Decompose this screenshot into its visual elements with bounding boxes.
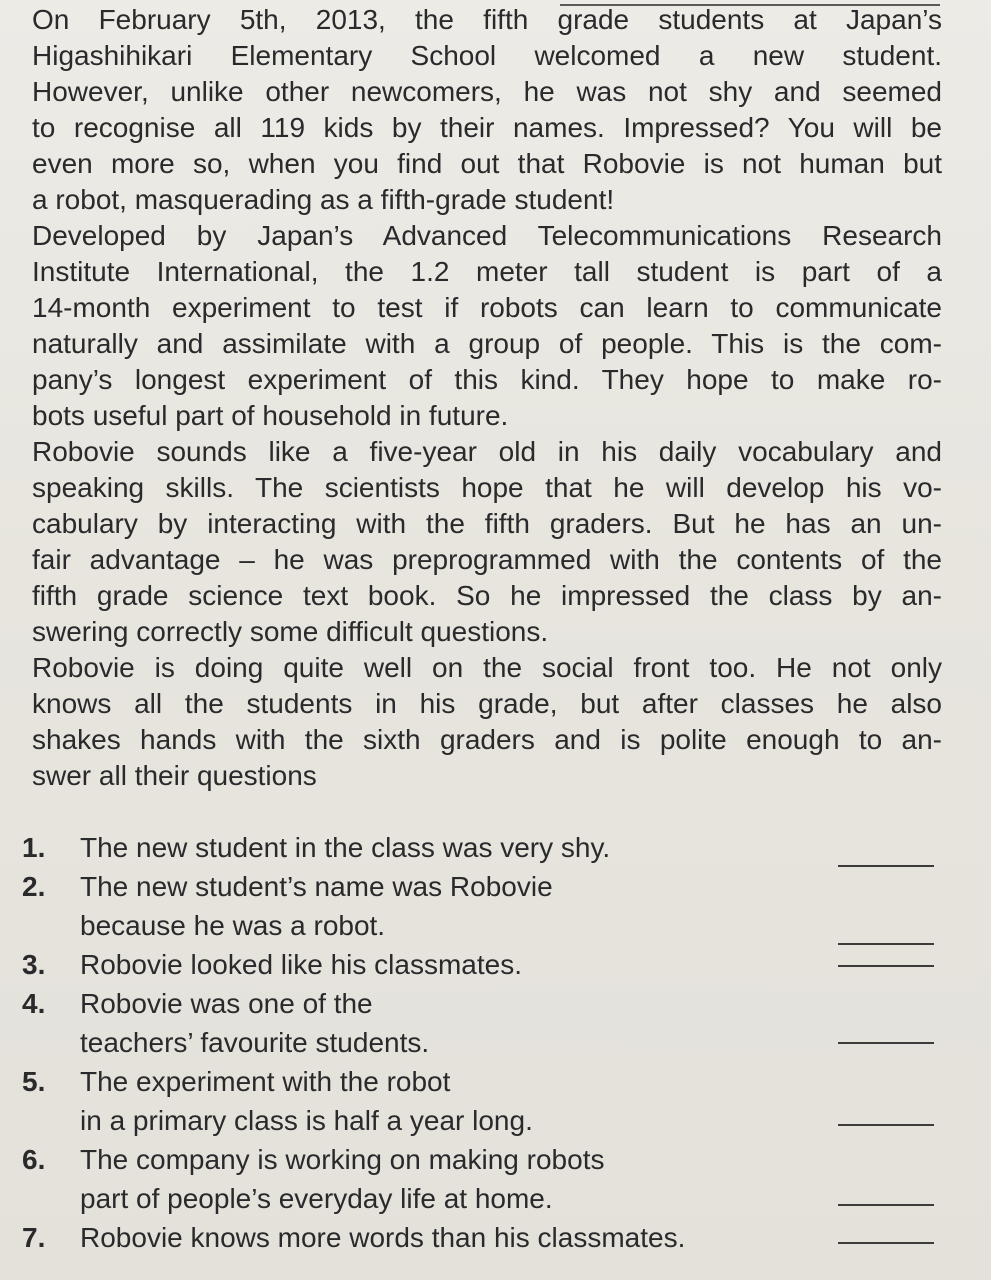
true-false-questions bbox=[22, 828, 942, 1257]
passage-line: 14-month experiment to test if robots can learn to communicate bbox=[32, 292, 942, 323]
question-number: 3. bbox=[22, 949, 46, 980]
question-text bbox=[80, 1140, 604, 1218]
passage-line: fifth grade science text book. So he impressed the class by an- bbox=[32, 580, 942, 611]
question-text bbox=[80, 984, 429, 1062]
passage-line: fair advantage – he was preprogrammed with the contents of the bbox=[32, 544, 942, 575]
question-number: 5. bbox=[22, 1066, 46, 1097]
passage-line: knows all the students in his grade, but after classes he also bbox=[32, 688, 942, 719]
passage-line: Institute International, the 1.2 meter tall student is part of a bbox=[32, 256, 942, 287]
question-text bbox=[80, 1218, 685, 1257]
question-number: 6. bbox=[22, 1144, 46, 1175]
answer-blank[interactable] bbox=[838, 1124, 934, 1126]
question-line: The new student in the class was very shy. bbox=[80, 832, 611, 863]
reading-passage bbox=[32, 2, 942, 794]
question-number: 7. bbox=[22, 1222, 46, 1253]
passage-line: even more so, when you find out that Robovie is not human but bbox=[32, 148, 942, 179]
question-text bbox=[80, 828, 610, 867]
passage-line: On February 5th, 2013, the fifth grade students at Japan’s bbox=[32, 4, 942, 35]
question-line: The experiment with the robot bbox=[80, 1066, 451, 1097]
passage-line: to recognise all 119 kids by their names. Impressed? You will be bbox=[32, 112, 942, 143]
question-item bbox=[22, 984, 942, 1062]
question-line: because he was a robot. bbox=[80, 910, 386, 941]
question-number: 4. bbox=[22, 988, 46, 1019]
question-item bbox=[22, 945, 942, 984]
answer-blank[interactable] bbox=[838, 1042, 934, 1044]
passage-line: Robovie is doing quite well on the social front too. He not only bbox=[32, 652, 942, 683]
passage-line: However, unlike other newcomers, he was not shy and seemed bbox=[32, 76, 942, 107]
question-line: Robovie was one of the bbox=[80, 988, 373, 1019]
question-item bbox=[22, 1062, 942, 1140]
question-item bbox=[22, 828, 942, 867]
passage-line: swer all their questions bbox=[32, 760, 317, 791]
passage-line: a robot, masquerading as a fifth-grade student! bbox=[32, 184, 615, 215]
passage-line: shakes hands with the sixth graders and is polite enough to an- bbox=[32, 724, 942, 755]
passage-line: Higashihikari Elementary School welcomed a new student. bbox=[32, 40, 942, 71]
question-line: in a primary class is half a year long. bbox=[80, 1105, 533, 1136]
question-line: The company is working on making robots bbox=[80, 1144, 605, 1175]
question-text bbox=[80, 1062, 533, 1140]
question-line: The new student’s name was Robovie bbox=[80, 871, 553, 902]
passage-line: speaking skills. The scientists hope that he will develop his vo- bbox=[32, 472, 942, 503]
answer-blank[interactable] bbox=[838, 965, 934, 967]
question-line: Robovie looked like his classmates. bbox=[80, 949, 522, 980]
question-line: teachers’ favourite students. bbox=[80, 1027, 430, 1058]
question-item bbox=[22, 1140, 942, 1218]
passage-line: cabulary by interacting with the fifth graders. But he has an un- bbox=[32, 508, 942, 539]
question-line: Robovie knows more words than his classmates. bbox=[80, 1222, 686, 1253]
answer-blank[interactable] bbox=[838, 1204, 934, 1206]
question-number: 1. bbox=[22, 832, 46, 863]
passage-line: swering correctly some difficult questions. bbox=[32, 616, 549, 647]
passage-line: Robovie sounds like a five-year old in his daily vocabulary and bbox=[32, 436, 942, 467]
question-line: part of people’s everyday life at home. bbox=[80, 1183, 553, 1214]
passage-line: Developed by Japan’s Advanced Telecommunications Research bbox=[32, 220, 942, 251]
passage-line: naturally and assimilate with a group of people. This is the com- bbox=[32, 328, 942, 359]
question-item bbox=[22, 1218, 942, 1257]
answer-blank[interactable] bbox=[838, 1242, 934, 1244]
question-item bbox=[22, 867, 942, 945]
passage-line: bots useful part of household in future. bbox=[32, 400, 509, 431]
passage-line: pany’s longest experiment of this kind. They hope to make ro- bbox=[32, 364, 942, 395]
question-text bbox=[80, 867, 553, 945]
question-number: 2. bbox=[22, 871, 46, 902]
question-text bbox=[80, 945, 522, 984]
